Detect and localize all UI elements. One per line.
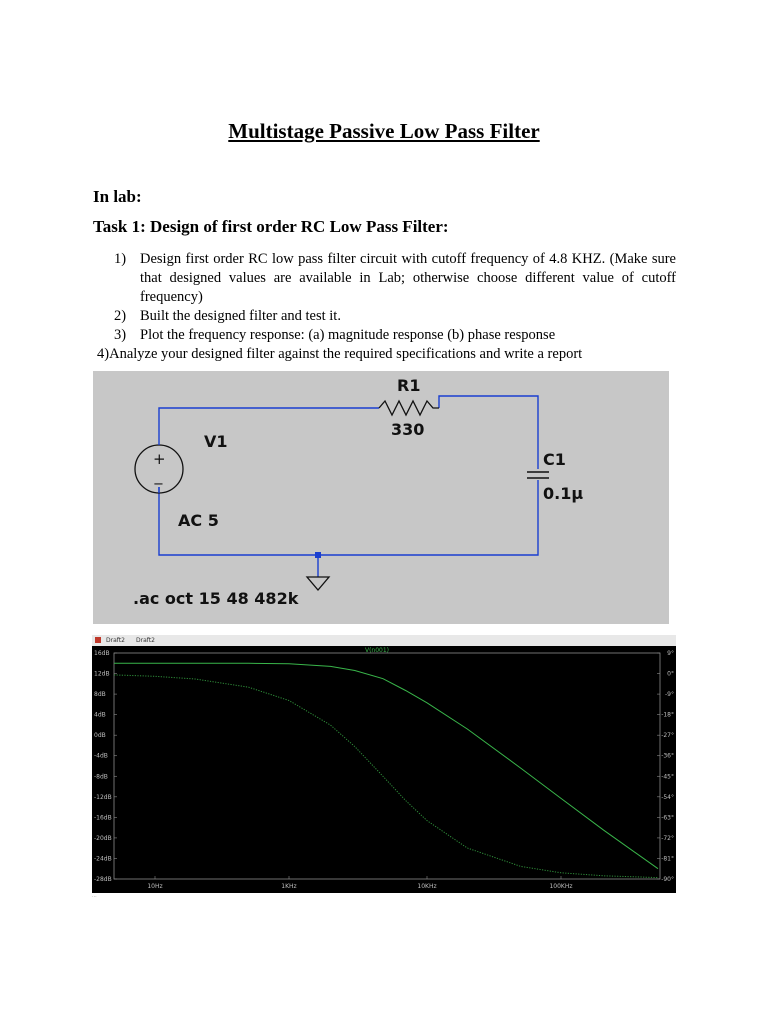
resistor-symbol bbox=[379, 401, 439, 415]
y-left-tick-label: -28dB bbox=[94, 876, 112, 883]
plot-ticks bbox=[94, 650, 674, 890]
step-number: 1) bbox=[114, 251, 127, 267]
schematic-drawing bbox=[93, 371, 669, 624]
tab-plot-1[interactable]: Draft2 bbox=[106, 637, 125, 644]
wire-top-left bbox=[159, 408, 379, 432]
capacitor-name-label: C1 bbox=[543, 450, 566, 469]
y-right-tick-label: 9° bbox=[667, 650, 674, 657]
list-item bbox=[114, 326, 676, 345]
page-title: Multistage Passive Low Pass Filter bbox=[228, 119, 540, 143]
y-right-tick-label: -18° bbox=[661, 711, 674, 719]
plot-frame bbox=[114, 653, 660, 879]
y-right-tick-label: -54° bbox=[661, 793, 674, 801]
y-left-tick-label: -12dB bbox=[94, 793, 112, 801]
task-heading: Task 1: Design of first order RC Low Pass Filter: bbox=[93, 217, 449, 236]
y-left-tick-label: 0dB bbox=[94, 732, 106, 740]
y-left-tick-label: 16dB bbox=[94, 650, 110, 657]
magnitude-trace bbox=[114, 663, 658, 868]
source-minus-sign: − bbox=[153, 477, 164, 492]
y-right-tick-label: -27° bbox=[661, 732, 674, 740]
wire-top-right bbox=[439, 396, 538, 469]
capacitor-symbol bbox=[527, 472, 549, 478]
ground-symbol bbox=[307, 577, 329, 590]
simulation-directive: .ac oct 15 48 482k bbox=[133, 589, 299, 608]
frequency-response-plot bbox=[92, 635, 676, 899]
y-right-tick-label: -90° bbox=[661, 876, 674, 883]
x-tick-label: 100KHz bbox=[549, 883, 573, 890]
source-name-label: V1 bbox=[204, 432, 228, 451]
x-tick-label: 10KHz bbox=[417, 883, 437, 890]
tab-plot-2[interactable]: Draft2 bbox=[136, 637, 155, 644]
plot-canvas bbox=[92, 646, 676, 893]
list-item bbox=[114, 250, 676, 307]
y-right-tick-label: 0° bbox=[667, 670, 674, 678]
step-number: 4) bbox=[97, 346, 110, 362]
plot-tab-bar bbox=[92, 635, 676, 646]
y-right-tick-label: -9° bbox=[665, 691, 674, 699]
y-left-tick-label: 8dB bbox=[94, 691, 106, 699]
y-right-tick-label: -72° bbox=[661, 834, 674, 842]
list-item bbox=[97, 345, 676, 364]
y-right-tick-label: -45° bbox=[661, 773, 674, 781]
step-text: Plot the frequency response: (a) magnitude response (b) phase response bbox=[140, 327, 556, 343]
step-text: Built the designed filter and test it. bbox=[140, 308, 341, 324]
y-right-tick-label: -36° bbox=[661, 752, 674, 760]
source-value-label: AC 5 bbox=[178, 511, 219, 530]
y-left-tick-label: 4dB bbox=[94, 711, 106, 719]
y-left-tick-label: -4dB bbox=[94, 752, 108, 760]
list-item bbox=[114, 307, 676, 326]
resistor-value-label: 330 bbox=[391, 420, 425, 439]
y-left-tick-label: -20dB bbox=[94, 834, 112, 842]
y-left-tick-label: -8dB bbox=[94, 773, 108, 781]
plot-traces bbox=[114, 663, 658, 877]
tab-icon bbox=[95, 637, 101, 643]
step-number: 3) bbox=[114, 327, 127, 343]
x-tick-label: 10Hz bbox=[147, 883, 163, 890]
resistor-name-label: R1 bbox=[397, 376, 421, 395]
circuit-schematic bbox=[93, 371, 669, 624]
y-right-tick-label: -63° bbox=[661, 814, 674, 822]
y-right-tick-label: -81° bbox=[661, 855, 674, 863]
plot-caption: ... bbox=[92, 893, 97, 899]
source-plus-sign: + bbox=[153, 450, 166, 468]
phase-trace bbox=[114, 675, 658, 878]
capacitor-value-label: 0.1µ bbox=[543, 484, 584, 503]
plot-axes bbox=[114, 653, 660, 879]
step-number: 2) bbox=[114, 308, 127, 324]
y-left-tick-label: -16dB bbox=[94, 814, 112, 822]
trace-label: V(n001) bbox=[364, 647, 390, 654]
ground-node-marker bbox=[315, 552, 321, 558]
step-text: Analyze your designed filter against the required specifications and write a report bbox=[109, 346, 583, 362]
x-tick-label: 1KHz bbox=[281, 883, 297, 890]
step-text: Design first order RC low pass filter circuit with cutoff frequency of 4.8 KHZ. (Make sure that designed values are available in Lab; otherwise choose different value of cutoff frequency) bbox=[140, 251, 676, 305]
y-left-tick-label: 12dB bbox=[94, 670, 110, 678]
section-heading: In lab: bbox=[93, 187, 142, 206]
task-steps-list bbox=[97, 250, 676, 364]
y-left-tick-label: -24dB bbox=[94, 855, 112, 863]
